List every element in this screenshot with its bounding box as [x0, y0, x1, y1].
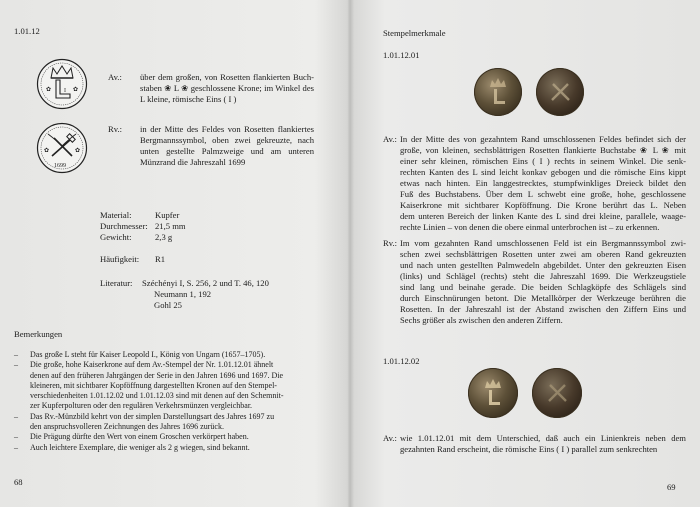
variant1-av-description	[400, 134, 686, 233]
obverse-line: staben ❀ L ❀ geschlossene Krone; im Winkel des	[140, 83, 314, 93]
spec-row	[100, 232, 186, 243]
spec-row	[100, 221, 186, 232]
remark-item: – Die große, hohe Kaiserkrone auf dem Av.-Stempel der Nr. 1.01.12.01 ähnelt denen auf den früheren Jahrgängen der Serie in den Jahren 1696 und 1697. Die kleineren, mit sichtbarer Kopföffnung dargestellten Kronen auf den Stempel- verschiedenheiten 1.01.12.02 und 1.01.12.03 sind mit denen auf den Schemnit- zer Kupferpolturen oder den regulären Verkehrsmünzen vergleichbar.	[14, 360, 284, 411]
remarks-heading: Bemerkungen	[14, 329, 63, 339]
remarks-list	[14, 350, 324, 453]
reverse-description	[140, 124, 314, 168]
variant2-obverse-photo	[468, 368, 518, 418]
svg-text:✿: ✿	[44, 148, 50, 154]
reverse-line: Bergmannssymbol, oben zwei gekreuzte, nach	[140, 135, 314, 145]
literature-label: Literatur:	[100, 278, 133, 288]
specs	[100, 210, 186, 243]
page-number-right: 69	[667, 482, 676, 492]
literature-item: Gohl 25	[154, 300, 182, 310]
reverse-line: in der Mitte des Feldes von Rosetten flankiertes	[140, 124, 314, 134]
text-line: und nach unten gestellten Palmwedeln abgebildet. Unter den gekreuzten Eisen	[400, 260, 686, 270]
remark-item: – Das Rv.-Münzbild kehrt von der simplen Darstellungsart des Jahres 1697 zu den anspruchsvolleren Zeichnungen des Jahres 1696 zurück.	[14, 411, 275, 432]
reverse-line: unten gestellte Palmzweige und am unteren	[140, 146, 314, 156]
catalog-number: 1.01.12	[14, 26, 40, 36]
svg-text:I: I	[64, 88, 66, 94]
obverse-photo-detail	[474, 68, 522, 116]
variant1-rv-label: Rv.:	[383, 238, 398, 248]
remark-item: – Auch leichtere Exemplare, die weniger als 2 g wiegen, sind bekannt.	[14, 442, 250, 452]
text-line: In der Mitte des von gezahntem Rand umschlossenen Feldes befindet sich der	[400, 134, 686, 144]
spec-label: Durchmesser:	[100, 221, 148, 231]
spec-value: 2,3 g	[155, 232, 173, 242]
variant2-reverse-photo	[532, 368, 582, 418]
section-title: Stempelmerkmale	[383, 28, 446, 38]
spec-label: Material:	[100, 210, 132, 220]
variant1-av-label: Av.:	[383, 134, 397, 144]
text-line: schen zwei sechsblättrigen Rosetten unter zwei am oberen Rand gekreuzten	[400, 249, 686, 259]
text-line: einer sehr kleinen, römischen Eins ( I ) rechts in seinem Winkel. Die senk-	[400, 156, 686, 166]
reverse-photo-detail	[536, 68, 584, 116]
rarity	[100, 254, 165, 265]
text-line: wie 1.01.12.01 mit dem Unterschied, daß auch ein Linienkreis neben dem	[400, 433, 686, 443]
reverse-label: Rv.:	[108, 124, 123, 134]
text-line: gezahnten Rand erscheint, die römische Eins ( I ) parallel zum senkrechten	[400, 444, 658, 454]
text-line: Im vom gezahnten Rand umschlossenen Feld ist ein Bergmannssymbol zwi-	[400, 238, 686, 248]
remark-item: – Die Prägung dürfte den Wert von einem Groschen verkörpert haben.	[14, 432, 249, 442]
svg-text:✿: ✿	[75, 148, 81, 154]
variant2-av-label: Av.:	[383, 433, 397, 443]
variant1-rv-description	[400, 238, 686, 326]
text-line: Sechs größer als zwischen den anderen Ziffern.	[400, 315, 563, 325]
text-line: rechte Linien – von denen die obere einmal unterbrochen ist – zu erkennen.	[400, 222, 660, 232]
obverse-line: L kleine, römische Eins ( I )	[140, 94, 237, 104]
variant1-reverse-photo	[536, 68, 584, 116]
spec-row	[100, 210, 186, 221]
rarity-label: Häufigkeit:	[100, 254, 140, 264]
text-line: Kaiserkrone mit sichtbarer Kopföffnung. Die Krone berührt das L. Neben	[400, 200, 686, 210]
variant2-av-description	[400, 433, 686, 455]
obverse-description	[140, 72, 314, 105]
obverse-label: Av.:	[108, 72, 122, 82]
literature-item: Széchényi I, S. 256, 2 und T. 46, 120	[142, 278, 269, 288]
remark-item: – Das große L steht für Kaiser Leopold I., König von Ungarn (1657–1705).	[14, 350, 266, 359]
svg-text:1699: 1699	[54, 163, 66, 169]
reverse-photo-detail	[532, 368, 582, 418]
obverse-drawing	[36, 58, 88, 110]
text-line: Fuß des Buchstabens. Über dem L schwebt eine große, hohe, geschlossene	[400, 189, 686, 199]
obverse-line: über dem großen, von Rosetten flankierten Buch-	[140, 72, 314, 82]
literature-list	[142, 278, 269, 311]
reverse-line: Münzrand die Jahreszahl 1699	[140, 157, 246, 167]
svg-text:✿: ✿	[46, 87, 52, 93]
page-number-left: 68	[14, 477, 23, 487]
text-line: sind lang und beinahe gerade. Die beiden Schlagköpfe des Schlägels sind	[400, 282, 686, 292]
spec-value: 21,5 mm	[155, 221, 186, 231]
text-line: (links) und Schlägel (rechts) steht die Jahreszahl 1699. Die Werkzeugstiele	[400, 271, 686, 281]
spec-value: Kupfer	[155, 210, 180, 220]
spec-label: Gewicht:	[100, 232, 132, 242]
variant1-obverse-photo	[474, 68, 522, 116]
variant2-number: 1.01.12.02	[383, 356, 420, 366]
variant1-number: 1.01.12.01	[383, 50, 420, 60]
text-line: etwas nach hinten. Ein langgestrecktes, stumpfwinkliges Dreieck bildet den	[400, 178, 686, 188]
svg-text:✿: ✿	[73, 87, 79, 93]
literature-item: Neumann 1, 192	[154, 289, 212, 299]
rarity-value: R1	[155, 254, 166, 264]
text-line: Rosetten. In der Jahreszahl ist der Abstand zwischen den Ziffern Eins und	[400, 304, 686, 314]
text-line: rechten Kanten des L sind leicht konkav gebogen und die römische Eins kippt	[400, 167, 686, 177]
reverse-drawing	[36, 122, 88, 174]
obverse-photo-detail	[468, 368, 518, 418]
text-line: dem unteren Bereich der linken Kante des L sind drei kleine, parallele, waage-	[400, 211, 686, 221]
text-line: durch Einschnürungen betont. Die Metallkörper der Werkzeuge berühren die	[400, 293, 686, 303]
text-line: große, von kleinen, sechsblättrigen Rosetten flankierte Buchstabe ❀ L ❀ mit	[400, 145, 686, 155]
